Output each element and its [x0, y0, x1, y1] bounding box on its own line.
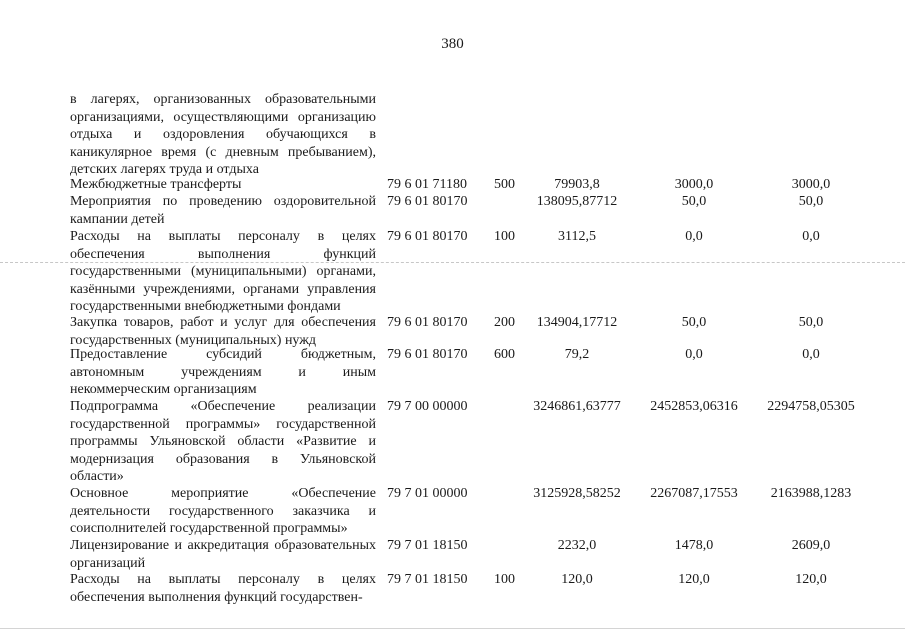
row-name: Предоставление субсидий бюджетным, автономным учреждениям и иным некоммерческим организациям [70, 347, 376, 397]
row-value-2: 2267087,17553 [650, 486, 738, 501]
row-name: Мероприятия по проведению оздоровительной кампании детей [70, 194, 376, 227]
row-value-1: 3246861,63777 [533, 399, 621, 414]
row-value-1: 79903,8 [554, 177, 600, 192]
row-code: 79 6 01 80170 [387, 315, 468, 330]
row-value-1: 134904,17712 [536, 315, 618, 330]
row-value-3: 3000,0 [791, 177, 831, 192]
page-number: 380 [441, 36, 464, 52]
row-code: 79 6 01 71180 [387, 177, 467, 192]
row-value-3: 2609,0 [791, 538, 831, 553]
row-name: в лагерях, организованных образовательными организациями, осуществляющими организацию отдыха и оздоровления обучающихся в каникулярное время (с дневным пребыванием), детских лагерях труда и отдыха [70, 92, 376, 177]
row-code: 79 7 01 00000 [387, 486, 468, 501]
row-type: 500 [494, 177, 515, 192]
row-value-2: 50,0 [681, 194, 707, 209]
row-code: 79 6 01 80170 [387, 229, 468, 244]
row-name: Межбюджетные трансферты [70, 177, 242, 192]
row-code: 79 7 01 18150 [387, 538, 468, 553]
scan-artifact-line [0, 628, 905, 629]
row-name: Закупка товаров, работ и услуг для обеспечения государственных (муниципальных) нужд [70, 315, 376, 348]
row-value-1: 120,0 [561, 572, 593, 587]
row-value-2: 120,0 [678, 572, 710, 587]
row-value-1: 3112,5 [558, 229, 596, 244]
row-value-2: 3000,0 [674, 177, 714, 192]
row-code: 79 6 01 80170 [387, 347, 468, 362]
row-value-1: 138095,87712 [536, 194, 618, 209]
row-type: 100 [494, 572, 515, 587]
row-value-2: 0,0 [685, 347, 703, 362]
row-code: 79 6 01 80170 [387, 194, 468, 209]
row-value-2: 0,0 [685, 229, 703, 244]
row-value-1: 79,2 [564, 347, 590, 362]
scan-artifact-line [0, 262, 905, 264]
row-value-3: 2294758,05305 [767, 399, 855, 414]
row-value-3: 50,0 [798, 315, 824, 330]
row-name: Подпрограмма «Обеспечение реализации государственной программы» государственной программы Ульяновской области «Развитие и модернизация образования в Ульяновской области» [70, 399, 376, 484]
row-type: 100 [494, 229, 515, 244]
row-value-3: 0,0 [802, 229, 820, 244]
row-value-1: 2232,0 [557, 538, 597, 553]
row-value-3: 2163988,1283 [770, 486, 852, 501]
row-value-2: 50,0 [681, 315, 707, 330]
row-value-2: 1478,0 [674, 538, 714, 553]
row-value-2: 2452853,06316 [650, 399, 738, 414]
row-type: 600 [494, 347, 515, 362]
row-name: Расходы на выплаты персоналу в целях обеспечения выполнения функций государственными (муниципальными) органами, казёнными учреждениями, органами управления государственными внебюджетными фондами [70, 229, 376, 314]
row-value-3: 120,0 [795, 572, 827, 587]
row-name: Лицензирование и аккредитация образовательных организаций [70, 538, 376, 571]
row-name: Расходы на выплаты персоналу в целях обеспечения выполнения функций государствен- [70, 572, 376, 605]
row-name: Основное мероприятие «Обеспечение деятельности государственного заказчика и соисполнителей государственной программы» [70, 486, 376, 536]
row-value-3: 50,0 [798, 194, 824, 209]
row-code: 79 7 00 00000 [387, 399, 468, 414]
row-type: 200 [494, 315, 515, 330]
row-code: 79 7 01 18150 [387, 572, 468, 587]
row-value-3: 0,0 [802, 347, 820, 362]
row-value-1: 3125928,58252 [533, 486, 621, 501]
